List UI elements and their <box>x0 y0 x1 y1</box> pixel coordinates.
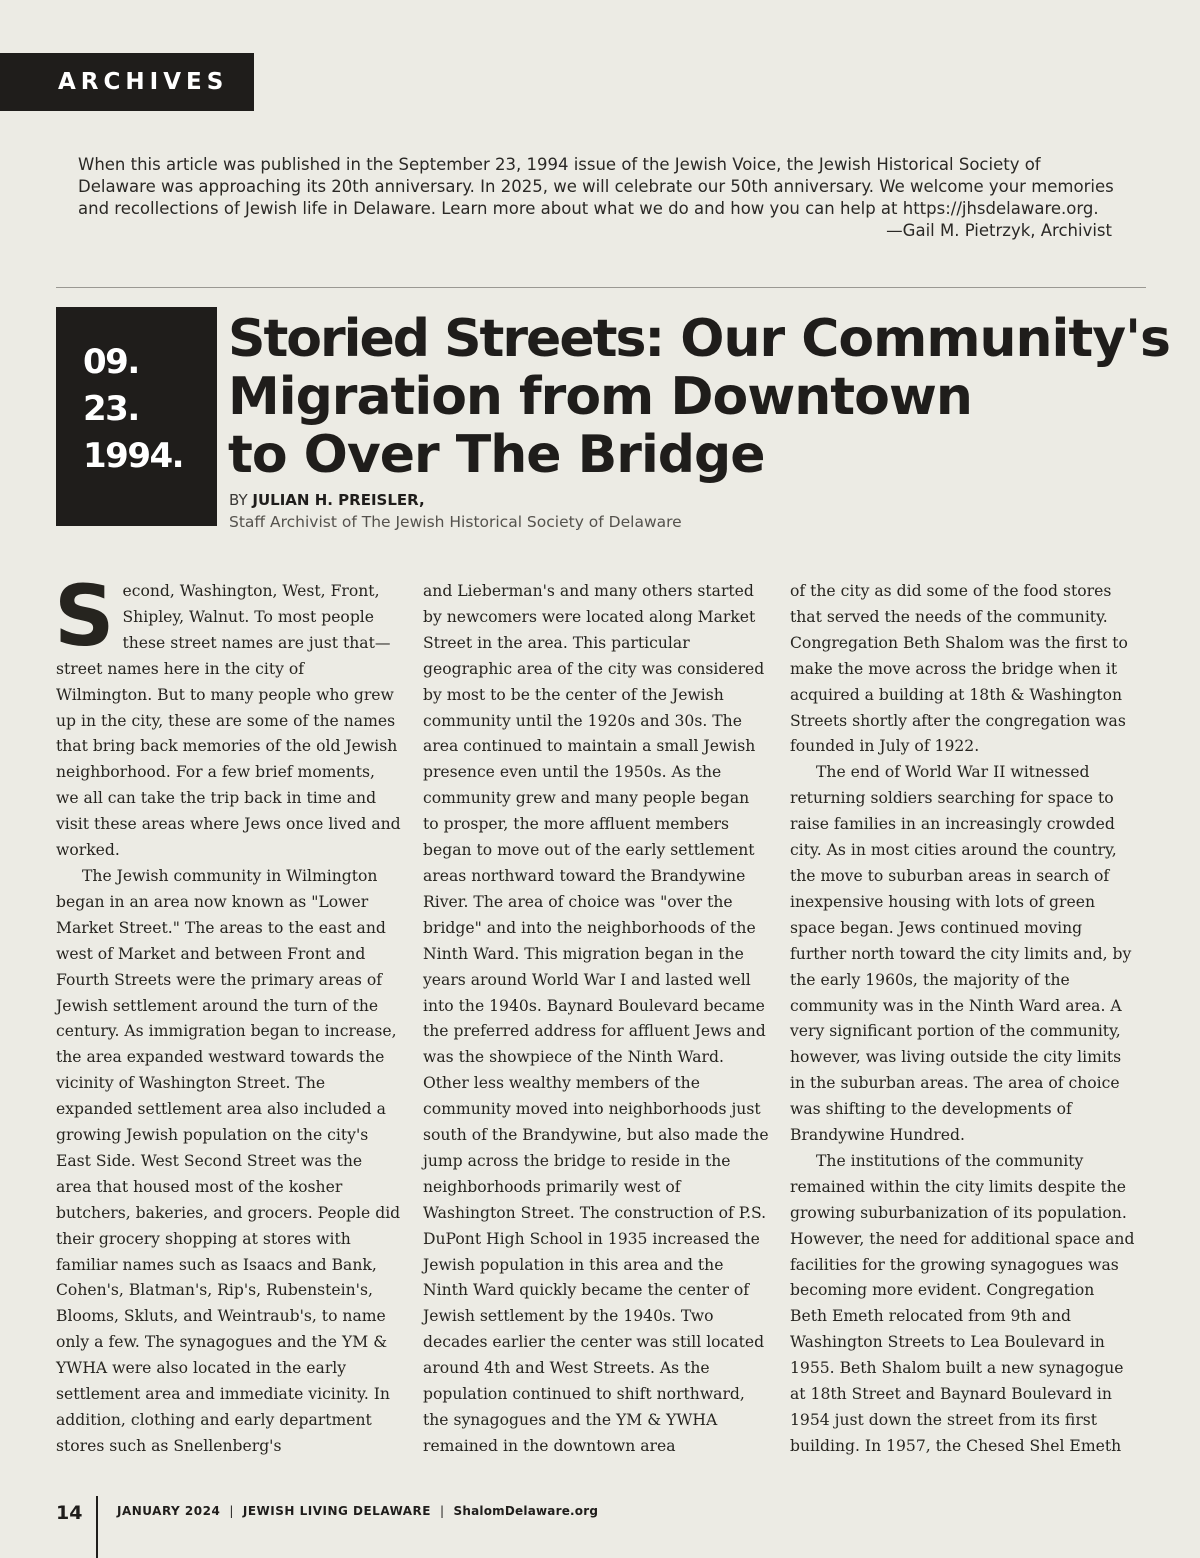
drop-cap: S <box>54 567 115 665</box>
intro-signature: —Gail M. Pietrzyk, Archivist <box>886 221 1112 240</box>
byline-role: Staff Archivist of The Jewish Historical Society of Delaware <box>229 513 682 531</box>
section-tag: ARCHIVES <box>0 53 254 111</box>
page-number: 14 <box>56 1502 83 1524</box>
date-box <box>56 307 217 526</box>
byline-author-line <box>229 490 682 511</box>
article-title <box>228 309 1171 485</box>
body-column-1 <box>54 567 402 1469</box>
byline-author: JULIAN H. PREISLER, <box>252 491 425 509</box>
footer-separator: | <box>229 1504 234 1518</box>
title-line-1 <box>228 309 1171 369</box>
body-column-3 <box>790 579 1136 1469</box>
byline <box>229 490 682 533</box>
paragraph-text: econd, Washington, West, Front, Shipley, Walnut. To most people these street names are just that—street names here in the city of Wilmington. But to many people who grew up in the city, these are some of the names that bring back memories of the old Jewish neighborhood. For a few brief moments, we all can take the trip back in time and visit these areas where Jews once lived and worked. <box>56 582 401 860</box>
title-line-3: to Over The Bridge <box>228 425 765 485</box>
body-paragraph: and Lieberman's and many others started by newcomers were located along Market Street in the area. This particular geographic area of the city was considered by most to be the center of the Jewish community until the 1920s and 30s. The area continued to maintain a small Jewish presence even until the 1950s. As the community grew and many people began to prosper, the more affluent members began to move out of the early settlement areas northward toward the Brandywine River. The area of choice was "over the bridge" and into the neighborhoods of the Ninth Ward. This migration began in the years around World War I and lasted well into the 1940s. Baynard Boulevard became the preferred address for affluent Jews and was the showpiece of the Ninth Ward. Other less wealthy members of the community moved into neighborhoods just south of the Brandywine, but also made the jump across the bridge to reside in the neighborhoods primarily west of Washington Street. The construction of P.S. DuPont High School in 1935 increased the Jewish population in this area and the Ninth Ward quickly became the center of Jewish settlement by the 1940s. Two decades earlier the center was still located around 4th and West Streets. As the population continued to shift northward, the synagogues and the YM & YWHA remained in the downtown area <box>423 582 769 1455</box>
body-paragraph <box>54 567 402 864</box>
body-paragraph: The end of World War II witnessed returning soldiers searching for space to raise families in an increasingly crowded city. As in most cities around the country, the move to suburban areas in search of inexpensive housing with lots of green space began. Jews continued moving further north toward the city limits and, by the early 1960s, the majority of the community was in the Ninth Ward area. A very significant portion of the community, however, was living outside the city limits in the suburban areas. The area of choice was shifting to the developments of Brandywine Hundred. <box>790 763 1132 1145</box>
intro-text: When this article was published in the September 23, 1994 issue of the Jewish Voice, the Jewish Historical Society of Delaware was approaching its 20th anniversary. In 2025, we will celebrate our 50th anniversary. We welcome your memories and recollections of Jewish life in Delaware. Learn more about what we do and how you can help at https://jhsdelaware.org. <box>78 155 1114 218</box>
footer-separator: | <box>440 1504 445 1518</box>
footer-website: ShalomDelaware.org <box>453 1504 599 1518</box>
date-day: 23. <box>83 389 139 429</box>
byline-prefix: BY <box>229 491 253 509</box>
divider-rule <box>56 287 1146 288</box>
footer-issue: JANUARY 2024 <box>117 1504 221 1518</box>
article-body <box>54 567 1136 1469</box>
title-rest: Our Community's <box>663 309 1171 369</box>
footer-publication: JEWISH LIVING DELAWARE <box>242 1504 431 1518</box>
title-line-2: Migration from Downtown <box>228 367 972 427</box>
date-year: 1994. <box>83 436 184 476</box>
footer-divider <box>96 1496 98 1558</box>
date-month: 09. <box>83 342 139 382</box>
title-strong: Storied Streets: <box>228 309 664 369</box>
body-paragraph: of the city as did some of the food stores that served the needs of the community. Congregation Beth Shalom was the first to make the move across the bridge when it acquired a building at 18th & Washington Streets shortly after the congregation was founded in July of 1922. <box>790 582 1128 756</box>
body-paragraph: The Jewish community in Wilmington began in an area now known as "Lower Market Street." The areas to the east and west of Market and between Front and Fourth Streets were the primary areas of Jewish settlement around the turn of the century. As immigration began to increase, the area expanded westward towards the vicinity of Washington Street. The expanded settlement area also included a growing Jewish population on the city's East Side. West Second Street was the area that housed most of the kosher butchers, bakeries, and grocers. People did their grocery shopping at stores with familiar names such as Isaacs and Bank, Cohen's, Blatman's, Rip's, Rubenstein's, Blooms, Skluts, and Weintraub's, to name only a few. The synagogues and the YM & YWHA were also located in the early settlement area and immediate vicinity. In addition, clothing and early department stores such as Snellenberg's <box>56 866 401 1455</box>
intro-note <box>78 154 1118 242</box>
footer-info <box>117 1504 598 1518</box>
body-column-2 <box>423 579 769 1469</box>
body-paragraph: The institutions of the community remained within the city limits despite the growing suburbanization of its population. However, the need for additional space and facilities for the growing synagogues was becoming more evident. Congregation Beth Emeth relocated from 9th and Washington Streets to Lea Boulevard in 1955. Beth Shalom built a new synagogue at 18th Street and Baynard Boulevard in 1954 just down the street from its first building. In 1957, the Chesed Shel Emeth <box>790 1151 1135 1455</box>
